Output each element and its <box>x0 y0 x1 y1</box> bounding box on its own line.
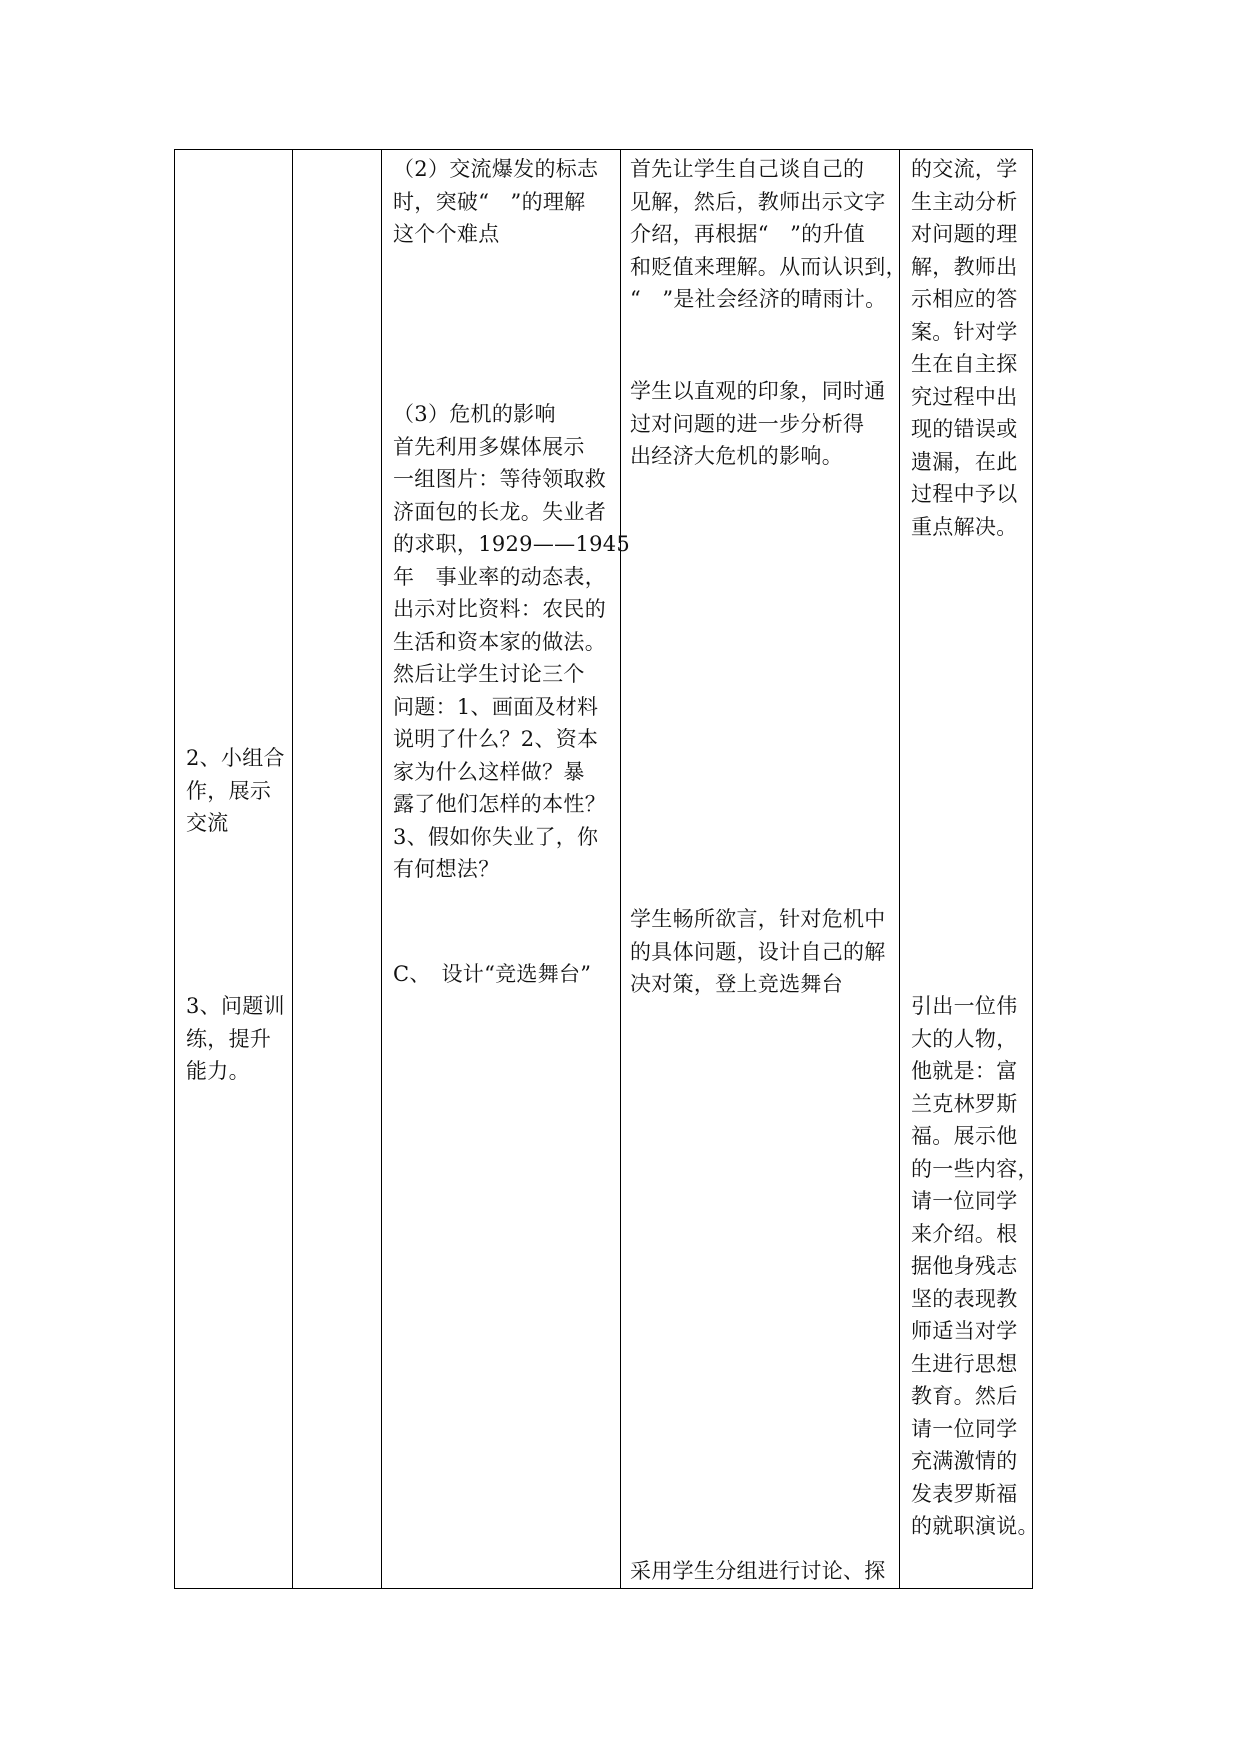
text-line: 然后让学生讨论三个 <box>393 662 585 686</box>
text-line: 的交流，学 <box>911 157 1018 181</box>
column-divider <box>292 150 293 1588</box>
text-line: 请一位同学 <box>911 1416 1018 1441</box>
text-line: 充满激情的 <box>911 1449 1018 1473</box>
text-line: 3、问题训 <box>186 994 285 1018</box>
text-line: 发表罗斯福 <box>911 1481 1018 1506</box>
activity-item-2 <box>393 153 598 251</box>
column-divider <box>899 150 900 1588</box>
text-line: 介绍，再根据“ ”的升值 <box>630 222 866 246</box>
text-line: 来介绍。根 <box>911 1221 1018 1246</box>
text-line: 济面包的长龙。失业者 <box>393 499 606 524</box>
text-line: 能力。 <box>186 1059 250 1083</box>
text-line: 过程中予以 <box>911 482 1018 506</box>
text-line: 对问题的理 <box>911 222 1018 246</box>
text-line: 请一位同学 <box>911 1189 1018 1213</box>
text-line: 师适当对学 <box>911 1319 1018 1343</box>
text-line: 出经济大危机的影响。 <box>630 444 843 468</box>
student-activity-3 <box>630 903 886 1001</box>
text-line: 的求职，1929——1945 <box>393 532 631 556</box>
text-line: C、 设计“竞选舞台” <box>393 962 592 986</box>
text-line: （3）危机的影响 <box>393 402 556 426</box>
design-intent-2 <box>911 990 1039 1543</box>
text-line: 生主动分析 <box>911 189 1018 214</box>
text-line: 案。针对学 <box>911 319 1018 344</box>
activity-item-3 <box>393 398 630 886</box>
text-line: 时，突破“ ”的理解 <box>393 189 586 214</box>
text-line: 一组图片：等待领取救 <box>393 467 606 491</box>
text-line: 3、假如你失业了，你 <box>393 824 599 849</box>
design-intent-1 <box>911 153 1018 543</box>
text-line: 家为什么这样做？暴 <box>393 759 585 784</box>
text-line: 的一些内容， <box>911 1156 1039 1181</box>
text-line: 学生畅所欲言，针对危机中 <box>630 907 886 931</box>
text-line: 解，教师出 <box>911 254 1018 279</box>
activity-item-c <box>393 958 591 991</box>
text-line: 重点解决。 <box>911 514 1018 539</box>
text-line: 的就职演说。 <box>911 1514 1039 1538</box>
text-line: 2、小组合 <box>186 746 285 770</box>
student-activity-2 <box>630 375 886 473</box>
column-divider <box>381 150 382 1588</box>
text-line: 生在自主探 <box>911 352 1018 376</box>
text-line: 现的错误或 <box>911 417 1018 441</box>
step-3-label <box>186 990 285 1088</box>
student-activity-1 <box>630 153 907 316</box>
text-line: 兰克林罗斯 <box>911 1091 1018 1116</box>
text-line: 福。展示他 <box>911 1124 1018 1148</box>
text-line: 决对策，登上竞选舞台 <box>630 972 843 996</box>
text-line: 首先让学生自己谈自己的 <box>630 157 865 181</box>
step-2-label <box>186 742 285 840</box>
text-line: 大的人物， <box>911 1026 1018 1051</box>
text-line: 生活和资本家的做法。 <box>393 629 606 654</box>
text-line: 教育。然后 <box>911 1384 1018 1408</box>
text-line: 学生以直观的印象，同时通 <box>630 379 886 403</box>
text-line: “ ”是社会经济的晴雨计。 <box>630 287 887 311</box>
text-line: 出示对比资料：农民的 <box>393 597 606 621</box>
text-line: 见解，然后，教师出示文字 <box>630 189 886 214</box>
text-line: 露了他们怎样的本性？ <box>393 792 606 816</box>
text-line: 有何想法？ <box>393 857 500 881</box>
text-line: 生进行思想 <box>911 1351 1018 1376</box>
text-line: 说明了什么？2、资本 <box>393 727 599 751</box>
text-line: 问题：1、画面及材料 <box>393 694 599 719</box>
text-line: 采用学生分组进行讨论、探 <box>630 1559 886 1583</box>
text-line: 首先利用多媒体展示 <box>393 434 585 459</box>
text-line: 究过程中出 <box>911 384 1018 409</box>
text-line: 交流 <box>186 811 229 835</box>
text-line: 作，展示 <box>186 778 272 803</box>
text-line: 过对问题的进一步分析得 <box>630 411 865 436</box>
text-line: 引出一位伟 <box>911 994 1018 1018</box>
text-line: 据他身残志 <box>911 1254 1018 1278</box>
text-line: 他就是：富 <box>911 1059 1018 1083</box>
text-line: 和贬值来理解。从而认识到， <box>630 254 907 279</box>
text-line: 这个个难点 <box>393 222 500 246</box>
text-line: （2）交流爆发的标志 <box>393 157 599 181</box>
text-line: 练，提升 <box>186 1026 272 1051</box>
text-line: 坚的表现教 <box>911 1286 1018 1311</box>
text-line: 遗漏，在此 <box>911 449 1018 474</box>
text-line: 年 事业率的动态表， <box>393 564 606 589</box>
student-activity-4 <box>630 1555 886 1588</box>
text-line: 的具体问题，设计自己的解 <box>630 939 886 964</box>
text-line: 示相应的答 <box>911 287 1018 311</box>
